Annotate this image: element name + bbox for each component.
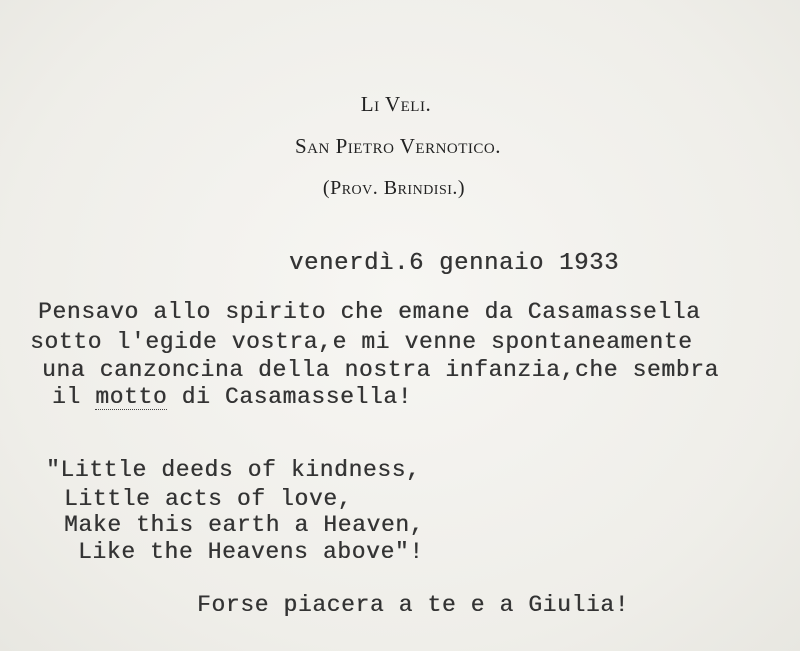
verse-line-1: "Little deeds of kindness, bbox=[46, 457, 421, 483]
verse-line-4: Like the Heavens above"! bbox=[78, 539, 424, 565]
paragraph-line-4-end: di Casamassella! bbox=[167, 384, 413, 410]
closing-line: Forse piacera a te e a Giulia! bbox=[197, 592, 630, 618]
letterhead-province: (Prov. Brindisi.) bbox=[322, 177, 466, 199]
paragraph-line-1: Pensavo allo spirito che emane da Casamassella bbox=[38, 299, 701, 325]
letterhead-name: Li Veli. bbox=[360, 92, 432, 116]
verse-line-3-visible: Make this earth a Heaven, bbox=[64, 512, 425, 538]
paragraph-line-4 bbox=[52, 384, 412, 410]
paragraph-line-4-start: il bbox=[52, 384, 96, 410]
underlined-word: motto bbox=[95, 384, 168, 410]
paragraph-line-3: una canzoncina della nostra infanzia,che sembra bbox=[42, 357, 719, 383]
letter-date: venerdì.6 gennaio 1933 bbox=[289, 250, 620, 277]
verse-line-2: Little acts of love, bbox=[64, 486, 353, 512]
paragraph-line-2: sotto l'egide vostra,e mi venne spontaneamente bbox=[30, 329, 693, 355]
letterhead-town: San Pietro Vernotico. bbox=[294, 134, 502, 158]
